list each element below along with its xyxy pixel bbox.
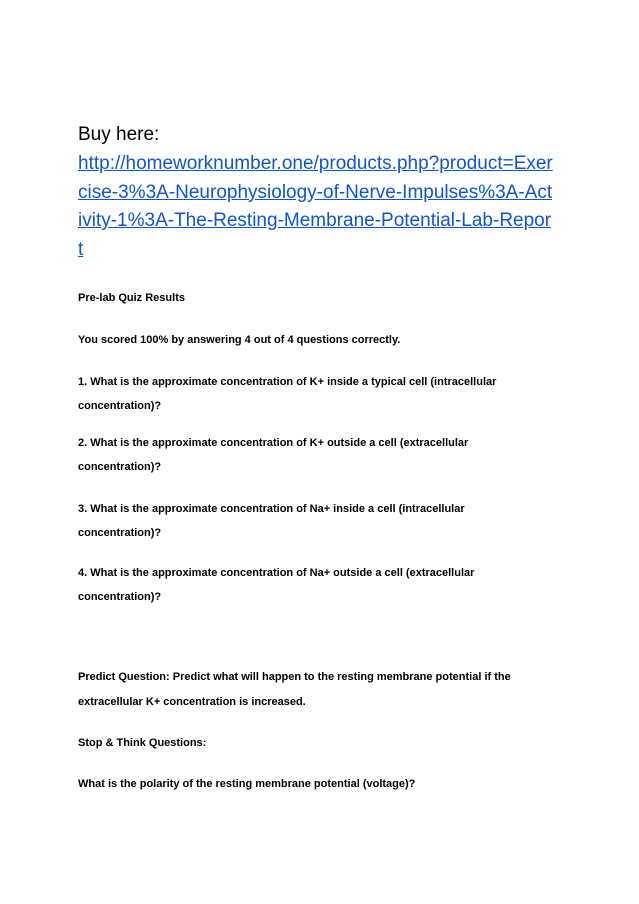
question-2-line-2: concentration)? [78,461,162,473]
question-1-line-1: 1. What is the approximate concentration of K+ inside a typical cell (intracellular [78,376,497,388]
product-link-line-3[interactable]: ivity-1%3A-The-Resting-Membrane-Potential-Lab-Repor [78,210,552,231]
question-4-line-2: concentration)? [78,591,162,603]
question-1-line-2: concentration)? [78,400,162,412]
buy-here-label: Buy here: [78,124,160,145]
stop-think-heading: Stop & Think Questions: [78,737,207,749]
quiz-score: You scored 100% by answering 4 out of 4 questions correctly. [78,334,401,346]
product-link[interactable] [78,150,568,264]
polarity-question: What is the polarity of the resting membrane potential (voltage)? [78,778,416,790]
question-3-line-2: concentration)? [78,527,162,539]
question-4-line-1: 4. What is the approximate concentration of Na+ outside a cell (extracellular [78,567,475,579]
predict-question-line-2: extracellular K+ concentration is increased. [78,696,306,708]
product-link-line-2[interactable]: cise-3%3A-Neurophysiology-of-Nerve-Impulses%3A-Act [78,181,553,203]
question-2-line-1: 2. What is the approximate concentration of K+ outside a cell (extracellular [78,437,469,449]
question-3-line-1: 3. What is the approximate concentration of Na+ inside a cell (intracellular [78,503,465,515]
product-link-line-1[interactable]: http://homeworknumber.one/products.php?product=Exer [78,153,553,174]
predict-question-line-1: Predict Question: Predict what will happen to the resting membrane potential if the [78,671,511,683]
pre-lab-quiz-heading: Pre-lab Quiz Results [78,292,185,304]
product-link-line-4[interactable]: t [78,238,84,260]
